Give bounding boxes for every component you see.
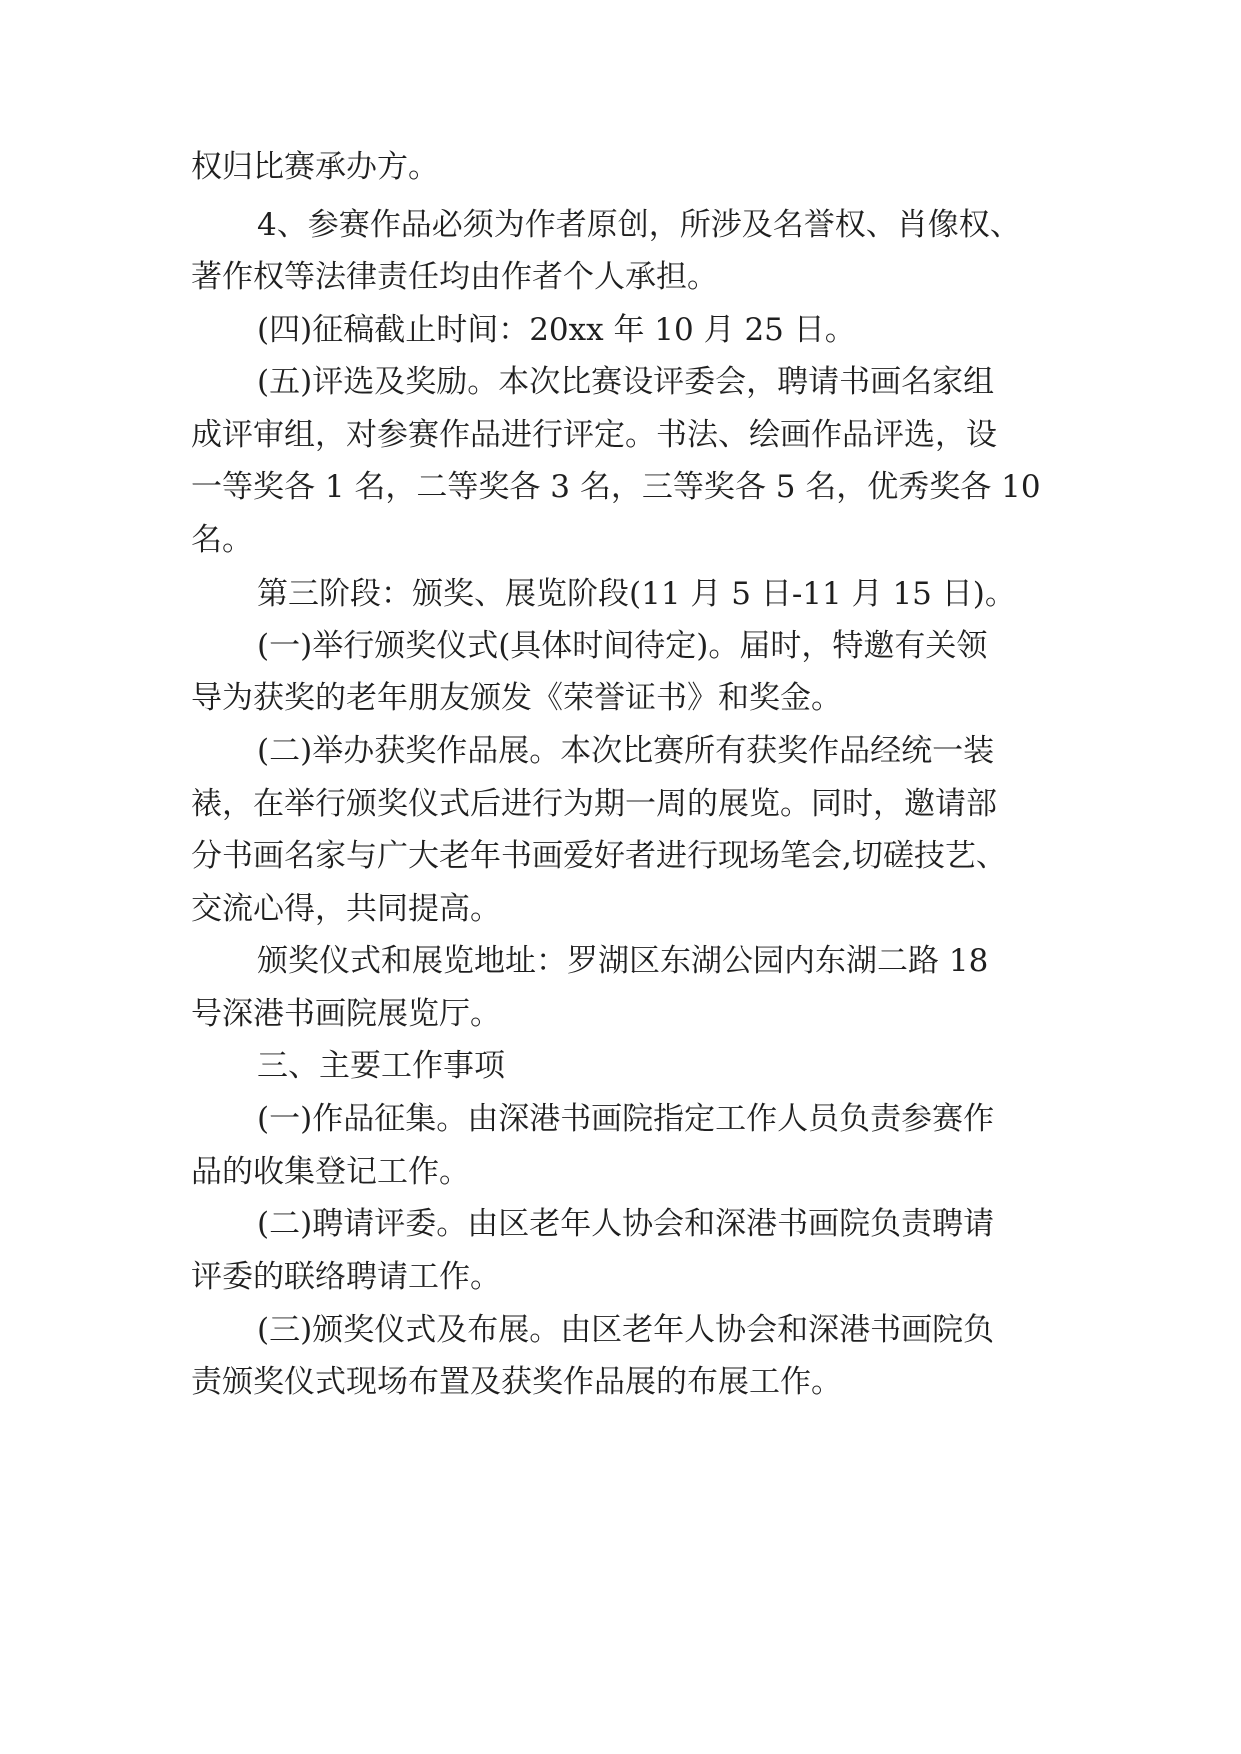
text-line: 名。 (191, 522, 253, 558)
text-line: 导为获奖的老年朋友颁发《荣誉证书》和奖金。 (191, 680, 842, 716)
text-line: 颁奖仪式和展览地址：罗湖区东湖公园内东湖二路 18 (257, 943, 989, 979)
text-line: 号深港书画院展览厅。 (191, 996, 501, 1032)
text-line: (一)举行颁奖仪式(具体时间待定)。届时，特邀有关领 (257, 628, 988, 664)
text-line: 交流心得，共同提高。 (191, 891, 501, 927)
text-line: 裱，在举行颁奖仪式后进行为期一周的展览。同时，邀请部 (191, 786, 997, 822)
text-line: 一等奖各 1 名，二等奖各 3 名，三等奖各 5 名，优秀奖各 10 (191, 469, 1041, 505)
text-line: 第三阶段：颁奖、展览阶段(11 月 5 日-11 月 15 日)。 (257, 576, 1016, 612)
text-line: (五)评选及奖励。本次比赛设评委会，聘请书画名家组 (257, 364, 995, 400)
section-heading: 三、主要工作事项 (257, 1048, 505, 1084)
text-line: 著作权等法律责任均由作者个人承担。 (191, 259, 718, 295)
text-line: 责颁奖仪式现场布置及获奖作品展的布展工作。 (191, 1364, 842, 1400)
text-line: (一)作品征集。由深港书画院指定工作人员负责参赛作 (257, 1101, 995, 1137)
text-line: (二)聘请评委。由区老年人协会和深港书画院负责聘请 (257, 1206, 995, 1242)
text-line: 4、参赛作品必须为作者原创，所涉及名誉权、肖像权、 (257, 207, 1021, 243)
text-line: (四)征稿截止时间：20xx 年 10 月 25 日。 (257, 312, 856, 348)
text-line: 分书画名家与广大老年书画爱好者进行现场笔会,切磋技艺、 (191, 838, 1007, 874)
text-line: (二)举办获奖作品展。本次比赛所有获奖作品经统一装 (257, 733, 995, 769)
text-line: 权归比赛承办方。 (191, 149, 439, 185)
text-line: 评委的联络聘请工作。 (191, 1259, 501, 1295)
text-line: (三)颁奖仪式及布展。由区老年人协会和深港书画院负 (257, 1312, 995, 1348)
text-line: 成评审组，对参赛作品进行评定。书法、绘画作品评选，设 (191, 417, 997, 453)
text-line: 品的收集登记工作。 (191, 1154, 470, 1190)
